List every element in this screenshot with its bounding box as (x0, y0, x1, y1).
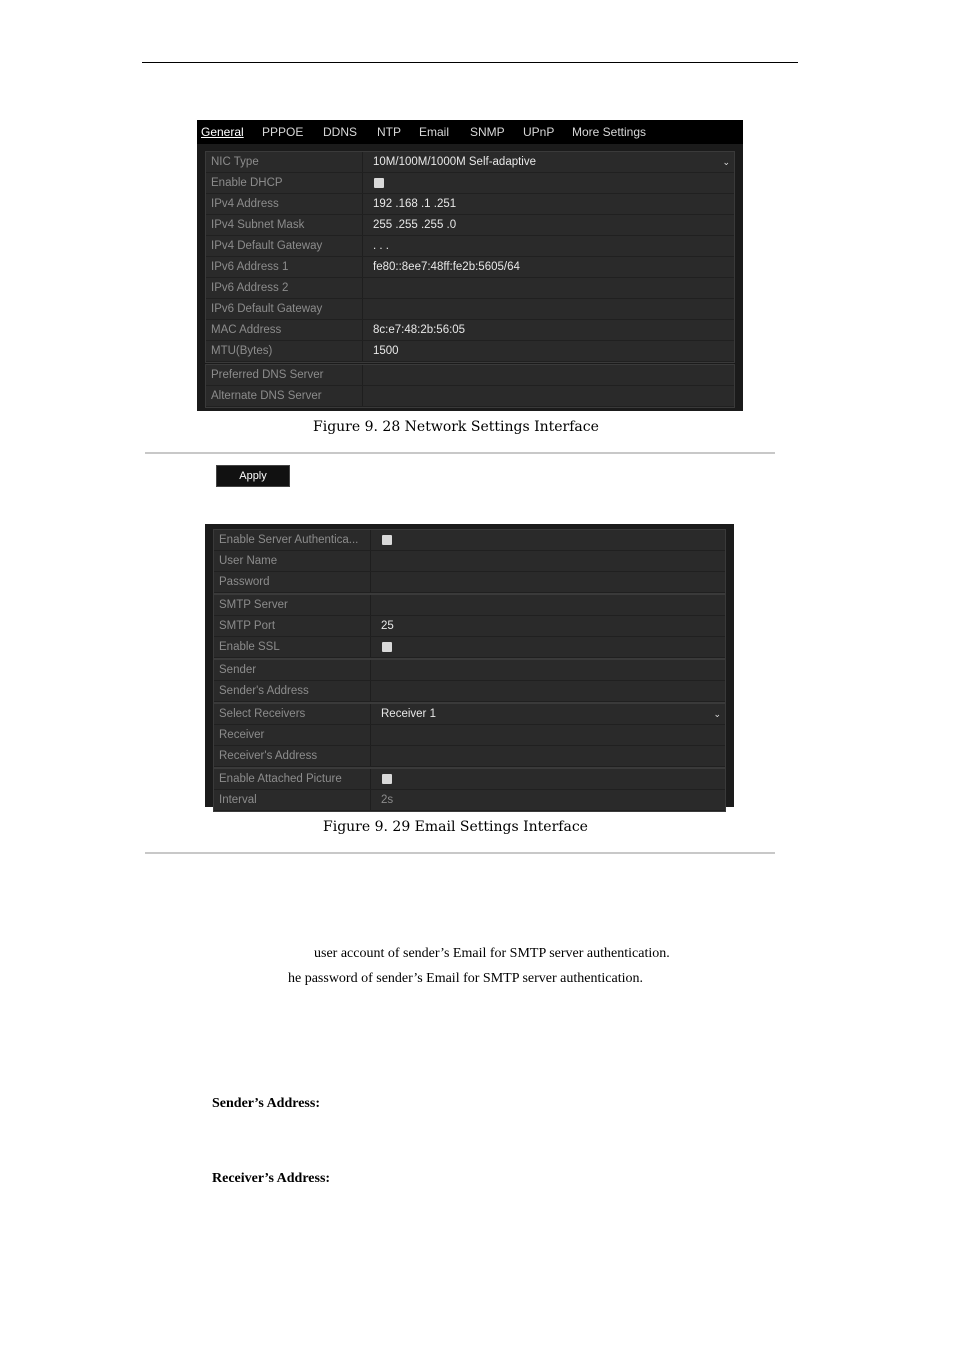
setting-label: IPv6 Address 1 (206, 257, 363, 277)
enable-server-authentica-checkbox[interactable] (382, 535, 392, 545)
setting-row-enable-server-authentica (214, 530, 725, 551)
enable-server-authentica-checkbox-cell (376, 530, 725, 550)
setting-label: IPv4 Default Gateway (206, 236, 363, 256)
setting-label: Alternate DNS Server (206, 386, 363, 406)
setting-row-ipv4-default-gateway (206, 236, 734, 257)
settings-group (213, 768, 726, 812)
enable-dhcp-checkbox-cell (368, 173, 734, 193)
enable-attached-picture-checkbox-cell (376, 769, 725, 789)
setting-label: IPv6 Address 2 (206, 278, 363, 298)
password-field[interactable] (376, 572, 725, 592)
setting-row-ipv4-address (206, 194, 734, 215)
setting-label: Enable SSL (214, 637, 371, 657)
email-settings-panel (205, 524, 734, 807)
tab-upnp[interactable]: UPnP (523, 125, 555, 139)
setting-row-alternate-dns-server (206, 386, 734, 407)
setting-row-enable-ssl (214, 637, 725, 658)
enable-attached-picture-checkbox[interactable] (382, 774, 392, 784)
setting-row-enable-dhcp (206, 173, 734, 194)
tab-pppoe[interactable]: PPPOE (262, 125, 304, 139)
senders-address-heading: Sender’s Address: (212, 1096, 320, 1111)
user-name-field[interactable] (376, 551, 725, 571)
setting-label: SMTP Port (214, 616, 371, 636)
apply-button[interactable]: Apply (216, 465, 290, 487)
select-value: Receiver 1 (381, 708, 436, 720)
setting-row-user-name (214, 551, 725, 572)
select-value: 10M/100M/1000M Self-adaptive (373, 156, 537, 168)
tab-general[interactable]: General (201, 125, 244, 139)
enable-dhcp-checkbox[interactable] (374, 178, 384, 188)
setting-row-smtp-port (214, 616, 725, 637)
setting-label: SMTP Server (214, 595, 371, 615)
network-tab-bar (197, 120, 743, 144)
ipv4-default-gateway-field[interactable]: . . . (373, 240, 389, 252)
enable-ssl-checkbox[interactable] (382, 642, 392, 652)
chevron-down-icon[interactable]: ⌄ (713, 709, 721, 719)
mac-address-field[interactable]: 8c:e7:48:2b:56:05 (373, 324, 466, 336)
setting-label: Enable Attached Picture (214, 769, 371, 789)
setting-label: Sender (214, 660, 371, 680)
interval-field[interactable]: 2s (381, 794, 394, 806)
alternate-dns-server-field[interactable] (368, 386, 734, 406)
ipv6-address-2-field[interactable] (368, 278, 734, 298)
setting-label: IPv4 Subnet Mask (206, 215, 363, 235)
setting-row-sender-s-address (214, 681, 725, 702)
ipv4-subnet-mask-field[interactable]: 255 .255 .255 .0 (373, 219, 457, 231)
settings-group (205, 364, 735, 408)
header-rule (142, 62, 798, 63)
receiver-field[interactable] (376, 725, 725, 745)
receiver-s-address-field[interactable] (376, 746, 725, 766)
tab-snmp[interactable]: SNMP (470, 125, 505, 139)
ipv6-address-1-field[interactable]: fe80::8ee7:48ff:fe2b:5605/64 (373, 261, 520, 273)
setting-label: Interval (214, 790, 371, 810)
setting-label: MAC Address (206, 320, 363, 340)
figure-caption-email: Figure 9. 29 Email Settings Interface (323, 819, 588, 835)
settings-group (213, 529, 726, 594)
setting-row-preferred-dns-server (206, 365, 734, 386)
setting-label: Sender's Address (214, 681, 371, 701)
setting-row-select-receivers (214, 704, 725, 725)
setting-row-ipv6-default-gateway (206, 299, 734, 320)
setting-row-ipv6-address-2 (206, 278, 734, 299)
setting-label: Preferred DNS Server (206, 365, 363, 385)
tab-ddns[interactable]: DDNS (323, 125, 358, 139)
setting-label: Enable DHCP (206, 173, 363, 193)
setting-label: IPv4 Address (206, 194, 363, 214)
chevron-down-icon[interactable]: ⌄ (722, 157, 730, 167)
setting-label: Password (214, 572, 371, 592)
network-settings-panel (197, 120, 743, 411)
smtp-port-field[interactable]: 25 (381, 620, 394, 632)
settings-group (213, 594, 726, 659)
enable-ssl-checkbox-cell (376, 637, 725, 657)
password-description: he password of sender’s Email for SMTP server authentication. (288, 971, 643, 986)
sender-s-address-field[interactable] (376, 681, 725, 701)
setting-label: Receiver (214, 725, 371, 745)
preferred-dns-server-field[interactable] (368, 365, 734, 385)
section-divider (145, 852, 775, 854)
settings-group (213, 703, 726, 768)
setting-row-receiver-s-address (214, 746, 725, 767)
setting-row-interval (214, 790, 725, 811)
mtu-bytes-field[interactable]: 1500 (373, 345, 399, 357)
setting-row-smtp-server (214, 595, 725, 616)
ipv6-default-gateway-field[interactable] (368, 299, 734, 319)
tab-more-settings[interactable]: More Settings (572, 125, 647, 139)
ipv4-address-field[interactable]: 192 .168 .1 .251 (373, 198, 457, 210)
setting-row-mac-address (206, 320, 734, 341)
setting-row-mtu-bytes (206, 341, 734, 362)
sender-field[interactable] (376, 660, 725, 680)
setting-row-ipv4-subnet-mask (206, 215, 734, 236)
setting-label: User Name (214, 551, 371, 571)
nic-type-select[interactable] (368, 152, 734, 172)
setting-label: IPv6 Default Gateway (206, 299, 363, 319)
setting-row-enable-attached-picture (214, 769, 725, 790)
figure-caption-network: Figure 9. 28 Network Settings Interface (313, 419, 599, 435)
section-divider (145, 452, 775, 454)
receivers-address-heading: Receiver’s Address: (212, 1171, 331, 1186)
settings-group (213, 659, 726, 703)
setting-row-password (214, 572, 725, 593)
setting-label: MTU(Bytes) (206, 341, 363, 361)
tab-email[interactable]: Email (419, 125, 450, 139)
setting-row-nic-type (206, 152, 734, 173)
tab-ntp[interactable]: NTP (377, 125, 401, 139)
setting-label: Enable Server Authentica... (214, 530, 371, 550)
smtp-server-field[interactable] (376, 595, 725, 615)
setting-row-ipv6-address-1 (206, 257, 734, 278)
user-name-description: user account of sender’s Email for SMTP server authentication. (314, 946, 670, 961)
setting-label: NIC Type (206, 152, 363, 172)
setting-label: Select Receivers (214, 704, 371, 724)
select-receivers-select[interactable] (376, 704, 725, 724)
setting-row-sender (214, 660, 725, 681)
setting-row-receiver (214, 725, 725, 746)
settings-group (205, 151, 735, 363)
setting-label: Receiver's Address (214, 746, 371, 766)
